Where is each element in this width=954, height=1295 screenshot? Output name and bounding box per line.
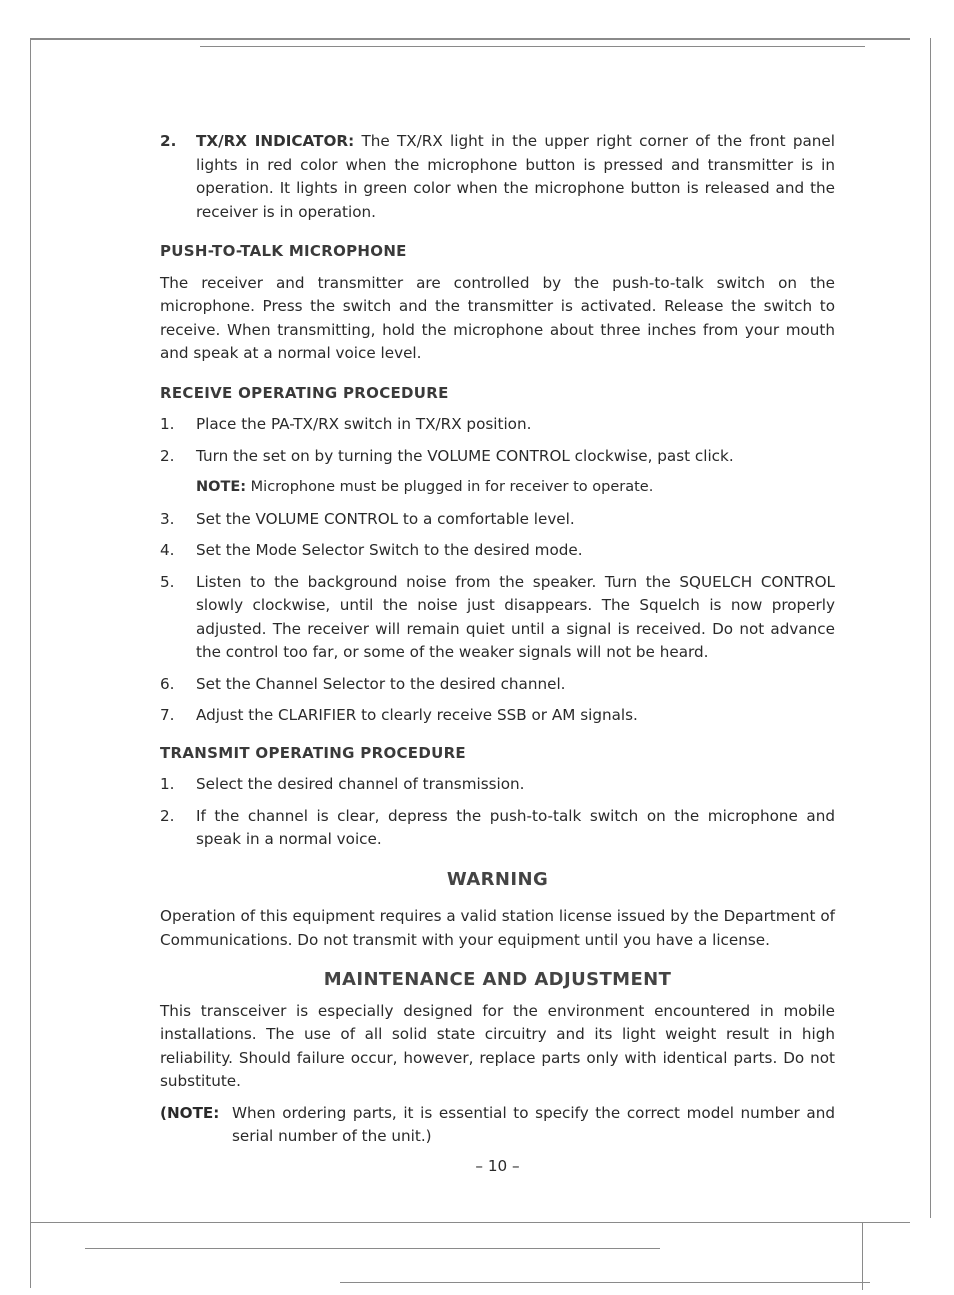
top-edge-line-2 <box>200 46 865 47</box>
bottom-edge-line-2 <box>85 1248 660 1249</box>
note-text: Microphone must be plugged in for receiver to operate. <box>250 479 654 495</box>
list-item: 6. Set the Channel Selector to the desired channel. <box>160 674 566 693</box>
list-item: 2. Turn the set on by turning the VOLUME CONTROL clockwise, past click. <box>160 446 734 465</box>
receive-note <box>160 476 835 500</box>
ptt-heading: PUSH-TO-TALK MICROPHONE <box>160 242 407 260</box>
maintenance-paragraph: This transceiver is especially designed for the environment encountered in mobile installations. The use of all solid state circuitry and its light weight result in high reliability. Should failure occur, however, replace parts only with identical parts. Do not substitute. <box>160 1001 835 1090</box>
note-label: (NOTE: <box>160 1103 220 1122</box>
bottom-right-edge-line <box>862 1222 863 1290</box>
note-text: When ordering parts, it is essential to specify the correct model number and serial number of the unit.) <box>232 1103 835 1145</box>
left-edge-line <box>30 38 31 1288</box>
maintenance-note <box>160 1102 835 1149</box>
bottom-edge-line <box>30 1222 910 1223</box>
warning-heading: WARNING <box>446 868 549 890</box>
list-item: 1. Place the PA-TX/RX switch in TX/RX position. <box>160 415 532 433</box>
list-item: 1. Select the desired channel of transmission. <box>160 775 525 793</box>
list-item: 4. Set the Mode Selector Switch to the desired mode. <box>160 541 583 559</box>
list-item: 7. Adjust the CLARIFIER to clearly receive SSB or AM signals. <box>160 706 638 724</box>
maintenance-heading: MAINTENANCE AND ADJUSTMENT <box>323 969 672 990</box>
note-label: NOTE: <box>196 479 247 495</box>
ptt-paragraph: The receiver and transmitter are controlled by the push-to-talk switch on the microphone. Press the switch and the transmitter is activated. Release the switch to receive. When transmitting, hold the microphone about three inches from your mouth and speak at a normal voice level. <box>160 273 835 362</box>
receive-heading: RECEIVE OPERATING PROCEDURE <box>160 383 449 402</box>
bottom-edge-line-3 <box>340 1282 870 1283</box>
tx-rx-indicator-label: TX/RX INDICATOR: <box>196 132 355 150</box>
right-edge-line <box>930 38 931 1218</box>
list-item: 3. Set the VOLUME CONTROL to a comfortable level. <box>160 509 575 528</box>
item-number: 2. <box>160 132 177 150</box>
top-edge-line <box>30 38 910 40</box>
tx-rx-indicator-item <box>160 130 835 224</box>
page-content <box>160 130 835 1178</box>
page-number: – 10 – <box>475 1156 520 1175</box>
transmit-heading: TRANSMIT OPERATING PROCEDURE <box>160 743 466 762</box>
list-item: 5. Listen to the background noise from the speaker. Turn the SQUELCH CONTROL slowly clockwise, until the noise just disappears. The Squelch is now properly adjusted. The receiver will remain quiet until a signal is received. Do not advance the control too far, or some of the weaker signals will not be heard. <box>160 572 835 661</box>
list-item: 2. If the channel is clear, depress the push-to-talk switch on the microphone and speak in a normal voice. <box>160 806 835 848</box>
tx-rx-indicator-text: The TX/RX light in the upper right corner of the front panel lights in red color when the microphone button is pressed and transmitter is in operation. It lights in green color when the microphone button is released and the receiver is in operation. <box>196 132 835 221</box>
warning-paragraph: Operation of this equipment requires a valid station license issued by the Department of Communications. Do not transmit with your equipment until you have a license. <box>160 907 835 949</box>
